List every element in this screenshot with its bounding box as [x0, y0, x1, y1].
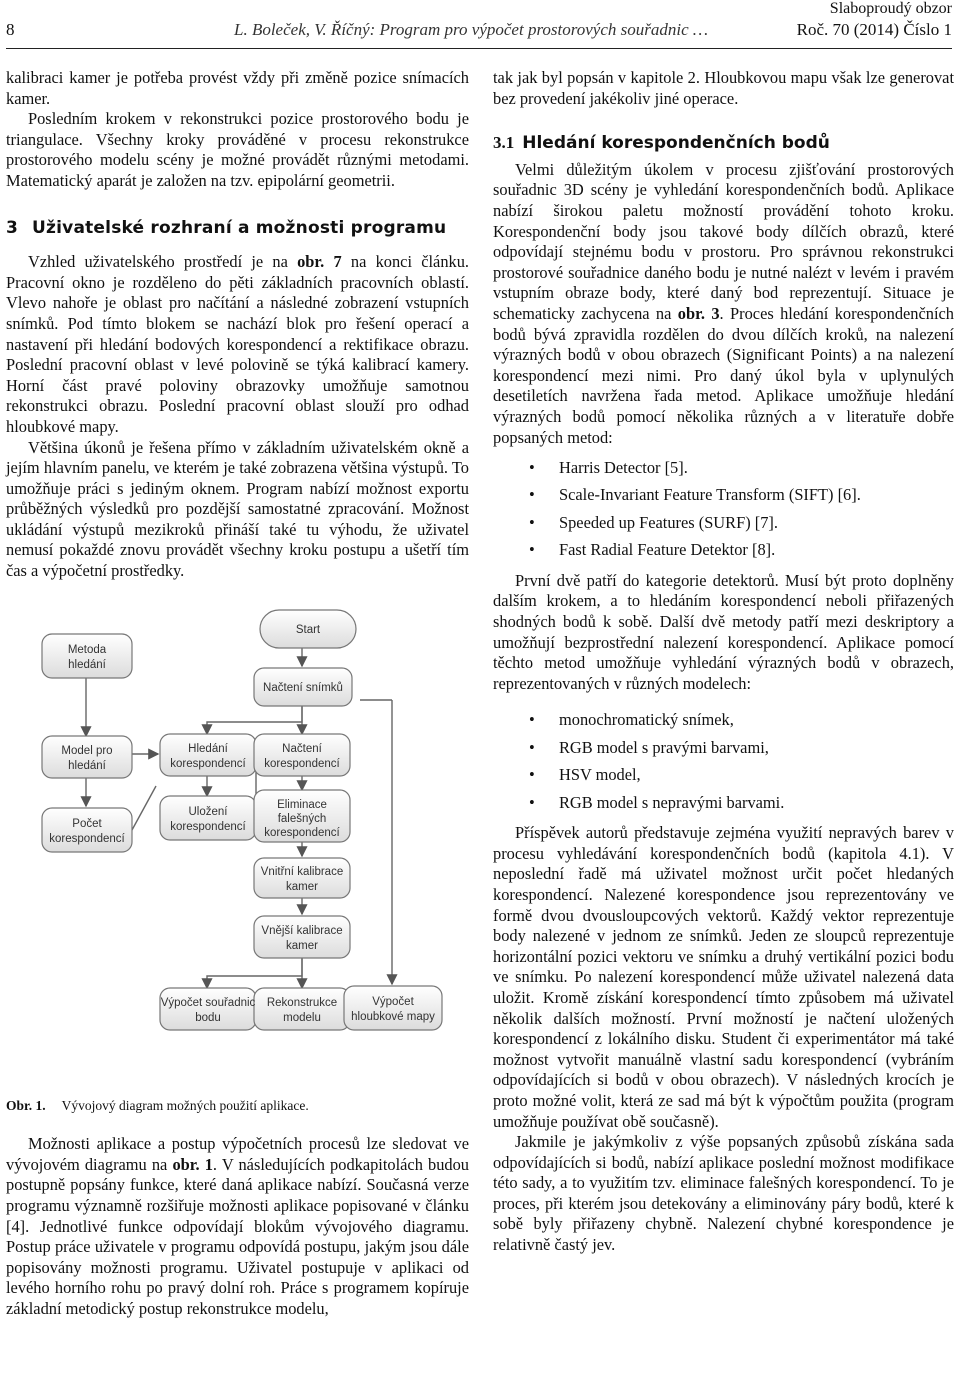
- section-heading: [6, 218, 469, 239]
- label-pocet-2: korespondencí: [49, 832, 125, 845]
- list-item: • Scale-Invariant Feature Transform (SIFT) [6].: [493, 485, 954, 506]
- paragraph-intro: kalibraci kamer je potřeba provést vždy při změně pozice snímacích kamer.: [6, 68, 469, 108]
- label-eliminace-1: Eliminace: [277, 798, 327, 811]
- subsection-title: Hledání korespondenčních bodů: [522, 133, 830, 154]
- paragraph-continued: tak jak byl popsán v kapitole 2. Hloubkovou mapu však lze generovat bez provedení jakékoliv jiné operace.: [493, 68, 954, 108]
- right-column: [493, 68, 954, 1256]
- subsection-heading: [493, 133, 954, 154]
- label-eliminace-3: korespondencí: [264, 826, 340, 839]
- label-ulozeni-2: korespondencí: [170, 820, 246, 833]
- paragraph-flow: [6, 1134, 469, 1319]
- label-metoda-2: hledání: [68, 658, 106, 671]
- label-vnitrni-1: Vnitřní kalibrace: [260, 865, 344, 878]
- paragraph-correspondence: [493, 160, 954, 448]
- label-vypocet-hloub-1: Výpočet: [372, 995, 414, 1008]
- figure-reference: obr. 7: [297, 252, 342, 272]
- label-ulozeni-1: Uložení: [188, 805, 228, 818]
- paragraph-flow-text-a: Možnosti aplikace a postup výpočetních procesů lze sledovat ve vývojovém diagramu na: [6, 1134, 469, 1174]
- figure-label: Obr. 1.: [6, 1097, 46, 1113]
- paragraph-ui-text-b: na konci článku. Pracovní okno je rozděleno do pěti základních pracovních oblastí. Vlevo nahoře je oblast pro načítání a následné zobrazení vstupních snímků. Pod tímto blokem se nachází blok pro řešení operací a nastavení při hledání bodových korespondencí a rektifikace obrazu. Poslední pracovní oblast v levé polovině se týká kalibrací kamery. Horní část pravé poloviny obrazovky umožňuje samotnou rekonstrukci obrazu. Poslední pracovní oblast slouží pro odhad hloubkové mapy.: [6, 252, 470, 436]
- section-number: 3: [6, 217, 19, 238]
- label-nacteni-snimku: Načtení snímků: [263, 681, 343, 694]
- paragraph-ui-layout: [6, 252, 469, 437]
- flowchart-nodes: [42, 610, 442, 1030]
- paragraph-flow-text-b: . V následujících podkapitolách budou postupně popsány funkce, které daná aplikace nabízí. Současná verze programu významně rozšiřuje možnosti aplikace popisované v článku [4]. Jednotlivé funkce odpovídají blokům vývojového diagramu. Postup práce uživatele v programu odpovídá postupu, jakým jsou dále popisovány možnosti programu. Uživatel postupuje v aplikaci od levého horního rohu po pravý dolní roh. Práce s programem kopíruje základní metodický postup rekonstrukce modelu,: [6, 1154, 469, 1318]
- label-rekonstrukce-1: Rekonstrukce: [266, 996, 338, 1009]
- paragraph-elimination: Jakmile je jakýmkoliv z výše popsaných způsobů získána sada odpovídajících si bodů, nabízí aplikace poslední možnost modifikace této sady, a to využitím tzv. eliminace falešných korespondencí. To je proces, při kterém jsou detekovány a eliminovány páry bodů, které k sobě byly přiřazeny chybně. Nalezení chybné korespondence je relativně častý jev.: [493, 1132, 954, 1255]
- figure-reference-3: obr. 3: [677, 303, 720, 323]
- label-vnejsi-1: Vnější kalibrace: [261, 924, 343, 937]
- list-item: • RGB model s pravými barvami,: [493, 738, 954, 759]
- flowchart-figure: [6, 604, 469, 1084]
- node-ulozeni-korespondenci: [160, 796, 256, 840]
- label-vnejsi-2: kamer: [286, 939, 318, 952]
- section-title: Uživatelské rozhraní a možnosti programu: [32, 217, 447, 238]
- paragraph-triangulation: Posledním krokem v rekonstrukci pozice prostorového bodu je triangulace. Všechny kroky prováděné v procesu rekonstrukce prostorového modelu scény je možné provádět různými metodami. Matematický aparát je založen na tzv. epipolární geometrii.: [6, 109, 469, 190]
- figure-caption: [6, 1096, 469, 1117]
- label-vypocet-sour-2: bodu: [195, 1011, 221, 1024]
- label-metoda-1: Metoda: [67, 643, 107, 656]
- node-metoda-hledani: [42, 634, 132, 678]
- label-vnitrni-2: kamer: [286, 880, 318, 893]
- page-header: [6, 0, 952, 49]
- list-item: • RGB model s nepravými barvami.: [493, 793, 954, 814]
- list-item: • Fast Radial Feature Detektor [8].: [493, 540, 954, 561]
- paragraph-kor-text-b: . Proces hledání korespondenčních bodů bývá zpravidla rozdělen do dvou dílčích kroků, na nalezení výrazných bodů v obou obrazech (Significant Points) a na nalezení korespondencí mezi nimi. Pro daný úkol byla v uplynulých desetiletích navržena řada metod. Aplikace umožňuje hledání výrazných bodů pomocí několika různých a v literatuře dobře popsaných metod:: [493, 303, 954, 447]
- figure-caption-text: Vývojový diagram možných použití aplikace.: [61, 1097, 309, 1113]
- paragraph-contribution: Příspěvek autorů představuje zejména využití nepravých barev v procesu vyhledávání korespondenčních bodů (kapitola 4.1). V neposlední řadě má uživatel možnost určit počet hledaných korespondencí. Nalezené korespondence jsou reprezentovány ve formě dvou dvousloupcových vektorů. Každý vektor reprezentuje body nalezené v jednom ze snímků. Jeden ze sloupců reprezentuje horizontální pozici vektoru ve snímku a druhý vertikální pozici bodu ve snímku. Po nalezení korespondencí může uživatel nalezená data uložit. Kromě získání korespondencí tímto způsobem má uživatel několik dalších možností. První možností je načtení uložených korespondencí z lokálního disku. Student či experimentátor má také možnost vytvořit manuálně vlastní sadu korespondencí (vybráním odpovídajících si bodů v obou obrazech). V následných krocích je proto možné volit, která ze sad má být k výpočtům použita (program umožňuje používat obě současně).: [493, 823, 954, 1131]
- paragraph-detectors: První dvě patří do kategorie detektorů. Musí být proto doplněny dalším krokem, a to hledáním korespondencí neboli přiřazených shodných bodů k sobě. Další dvě metody patří mezi deskriptory a umožňují bezprostřední nalezení korespondencí. Aplikace pomocí těchto metod umožňuje vyhledání výrazných bodů v obrazech, reprezentovaných v různých modelech:: [493, 570, 954, 693]
- list-item: • monochromatický snímek,: [493, 710, 954, 731]
- label-eliminace-2: falešných: [277, 812, 327, 825]
- list-item: • Harris Detector [5].: [493, 458, 954, 479]
- label-pocet-1: Počet: [72, 817, 102, 830]
- left-column: [6, 68, 469, 1320]
- issue-info: Roč. 70 (2014) Číslo 1: [796, 20, 952, 39]
- list-item: • Speeded up Features (SURF) [7].: [493, 513, 954, 534]
- label-nacteni-kor-1: Načtení: [282, 742, 322, 755]
- label-hledani-1: Hledání: [188, 742, 228, 755]
- label-vypocet-sour-1: Výpočet souřadnic: [160, 996, 256, 1009]
- journal-name: Slaboproudý obzor: [829, 0, 952, 17]
- label-start: Start: [295, 623, 321, 636]
- label-model-1: Model pro: [61, 744, 113, 757]
- subsection-number: 3.1: [493, 133, 515, 153]
- list-item: • HSV model,: [493, 765, 954, 786]
- page-number: 8: [6, 20, 15, 39]
- label-nacteni-kor-2: korespondencí: [264, 757, 340, 770]
- label-vypocet-hloub-2: hloubkové mapy: [351, 1010, 435, 1023]
- paragraph-ui-text-a: Vzhled uživatelského prostředí je na: [28, 252, 298, 272]
- label-hledani-2: korespondencí: [170, 757, 246, 770]
- running-title: L. Boleček, V. Říčný: Program pro výpočet prostorových souřadnic …: [234, 20, 709, 39]
- figure-reference-1: obr. 1: [172, 1154, 213, 1174]
- methods-list: [493, 458, 954, 561]
- flowchart-diagram: [6, 604, 469, 1084]
- node-pocet-korespondenci: [42, 808, 132, 852]
- label-rekonstrukce-2: modelu: [283, 1011, 321, 1024]
- node-vypocet-hloubkove-mapy: [344, 986, 442, 1030]
- paragraph-kor-text-a: Velmi důležitým úkolem v procesu zjišťování prostorových souřadnic 3D scény je vyhledání korespondenčních bodů. Aplikace nabízí širokou paletu možností provádění tohoto kroku. Korespondenční body jsou takové body dílčích obrazů, které odpovídají stejnému bodu v prostoru. Pro správnou rekonstrukci prostorové souřadnice daného bodu je nutné nalézt v levém i pravém vstupním obraze body, které daný bod reprezentují. Situace je schematicky zachycena na: [493, 159, 954, 323]
- models-list: [493, 710, 954, 813]
- paragraph-export: Většina úkonů je řešena přímo v základním uživatelském okně a jejím hlavním panelu, ve kterém je také zobrazena většina výstupů. To umožňuje práci s jediným oknem. Program nabízí možnost exportu průběžných výsledků pro pozdější samostatné zpracování. Možnost ukládání výstupů mezikroků přináší také tu výhodu, že uživatel nemusí pokaždé znovu provádět všechny kroku postupu a ušetří tím čas a výpočetní prostředky.: [6, 437, 469, 581]
- label-model-2: hledání: [68, 759, 106, 772]
